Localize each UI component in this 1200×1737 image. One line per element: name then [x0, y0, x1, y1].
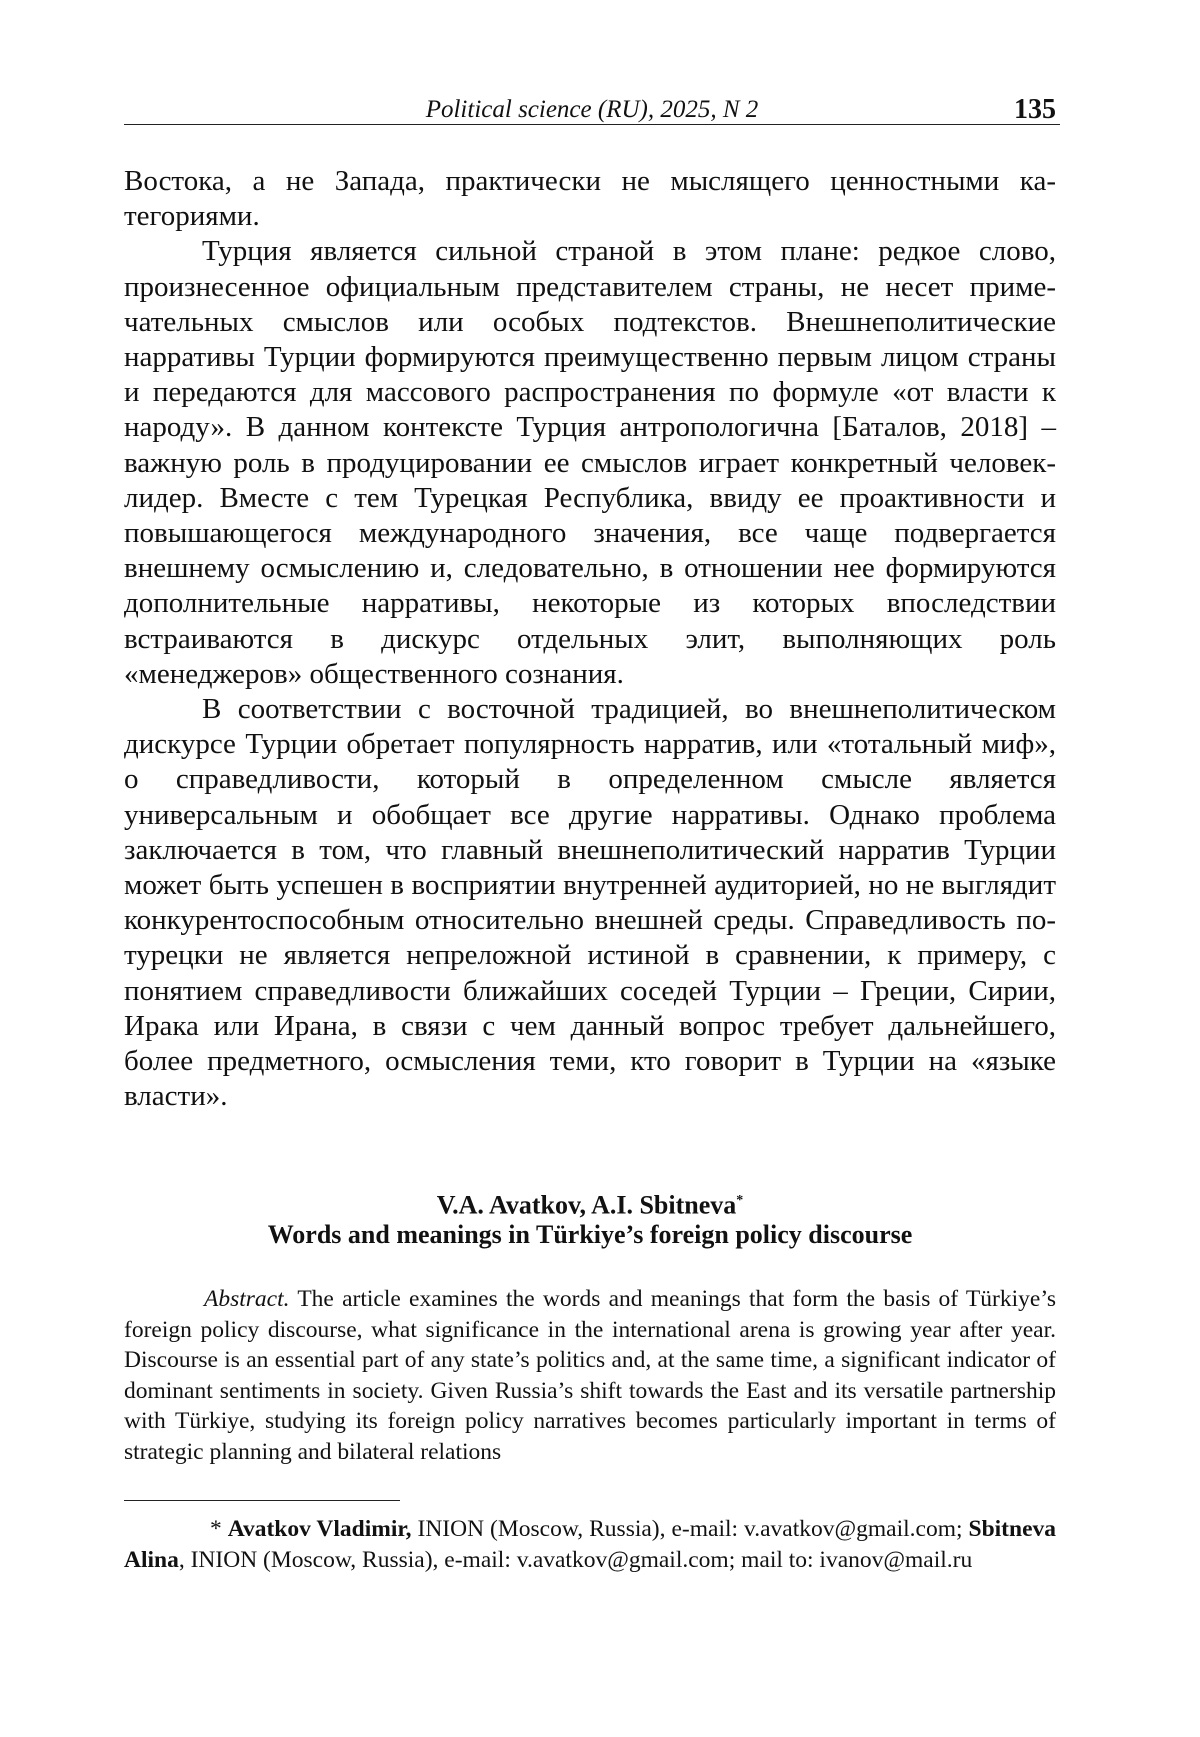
footnote-mark: * — [210, 1516, 222, 1542]
author2-name: Sbitneva Alina — [124, 1516, 1056, 1573]
authors-names: V.A. Avatkov, A.I. Sbitneva — [437, 1191, 737, 1220]
paragraph-3: В соответствии с восточной традицией, во внешнеполитиче­ском дискурсе Турции обретает популярность нарратив, или «то­тальный миф», о справедливости, который в определенном смысле является универсальным и обобщает все другие нарративы. Одна­ко проблема заключается в том, что главный внешнеполитический нарратив Турции может быть успешен в восприятии внутренней аудиторией, но не выглядит конкурентоспособным относительно внешней среды. Справедливость по-турецки не является непрелож­ной истиной в сравнении, к примеру, с понятием справедливости ближайших соседей Турции – Греции, Сирии, Ирака или Ирана, в связи с чем данный вопрос требует дальнейшего, более предметно­го, осмысления теми, кто говорит в Турции на «языке власти». — [124, 692, 1056, 1114]
footnote-divider — [124, 1500, 400, 1501]
journal-page — [0, 0, 1200, 1737]
author1-info: INION (Moscow, Russia), e-mail: v.avatkov@gmail.com; — [418, 1516, 963, 1542]
authors-footnote-mark: * — [736, 1193, 743, 1208]
abstract — [124, 1284, 1056, 1468]
journal-title: Political science (RU), 2025, N 2 — [124, 96, 1060, 124]
author1-name: Avatkov Vladimir, — [228, 1516, 412, 1542]
paragraph-1: Востока, а не Запада, практически не мыслящего ценностными ка­тегориями. — [124, 164, 1056, 234]
author2-info: , INION (Moscow, Russia), e-mail: v.avatkov@gmail.com; mail to: ivanov@mail.ru — [179, 1547, 972, 1573]
abstract-label: Abstract. — [204, 1286, 290, 1312]
paragraph-2: Турция является сильной страной в этом плане: редкое слово, произнесенное официальным представителем страны, не несет приме­чательных смыслов или особых подтекстов. Внешнеполитические нарративы Турции формируются преимущественно первым лицом страны и передаются для массового распространения по формуле «от власти к народу». В данном контексте Турция антропологична [Бата­лов, 2018] – важную роль в продуцировании ее смыслов играет кон­кретный человек-лидер. Вместе с тем Турецкая Республика, ввиду ее проактивности и повышающегося международного значения, все чаще подвергается внешнему осмыслению и, следовательно, в отношении нее формируются дополнительные нарративы, некоторые из которых впоследствии встраиваются в дискурс отдельных элит, выполняющих роль «менеджеров» общественного сознания. — [124, 234, 1056, 692]
running-header — [124, 92, 1060, 125]
abstract-text: The article examines the words and meanings that form the basis of Türkiye’s foreign policy discourse, what significance in the international arena is growing year after year. Discourse is an essential part of any state’s politics and, at the same time, a significant indicator of dominant sentiments in society. Given Russia’s shift towards the East and its versatile partnership with Türkiye, studying its foreign policy narratives becomes particularly important in terms of strategic planning and bilateral relations — [124, 1286, 1056, 1465]
footnote — [124, 1514, 1056, 1575]
page-number: 135 — [1014, 94, 1056, 126]
main-text — [124, 164, 1056, 1114]
article-title: Words and meanings in Türkiye’s foreign policy discourse — [124, 1218, 1056, 1252]
article-authors — [124, 1184, 1056, 1223]
